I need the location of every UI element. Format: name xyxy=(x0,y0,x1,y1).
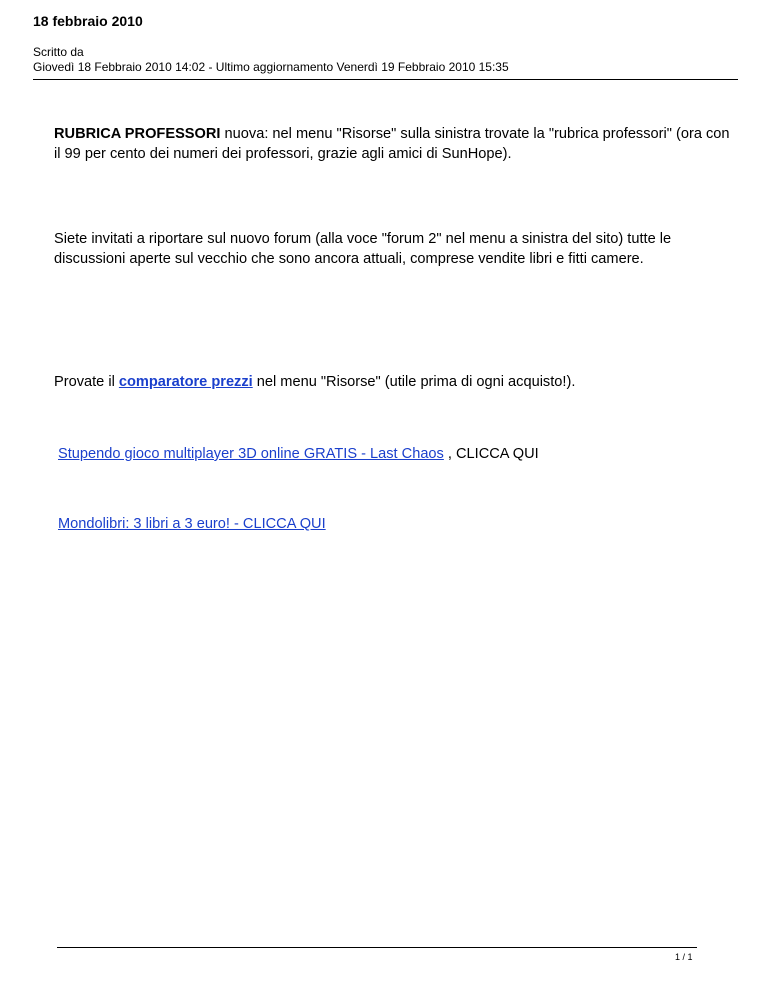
last-chaos-link[interactable]: Stupendo gioco multiplayer 3D online GRATIS - Last Chaos xyxy=(58,446,444,462)
paragraph-forum: Siete invitati a riportare sul nuovo forum (alla voce "forum 2" nel menu a sinistra del sito) tutte le discussioni aperte sul vecchio che sono ancora attuali, comprese vendite libri e fitti camere. xyxy=(54,231,672,267)
paragraph-rubrica xyxy=(54,124,734,164)
comparatore-outro: nel menu "Risorse" (utile prima di ogni acquisto!). xyxy=(256,374,576,390)
comparatore-intro: Provate il xyxy=(54,374,119,390)
header-divider xyxy=(33,79,738,80)
author-line: Scritto da xyxy=(33,45,84,59)
last-chaos-suffix: , CLICCA QUI xyxy=(443,446,539,462)
dates-line: Giovedì 18 Febbraio 2010 14:02 - Ultimo aggiornamento Venerdì 19 Febbraio 2010 15:35 xyxy=(33,60,509,74)
comparatore-prezzi-link[interactable]: comparatore prezzi xyxy=(118,374,253,390)
page-number: 1 / 1 xyxy=(675,952,693,962)
rubrica-heading: RUBRICA PROFESSORI xyxy=(54,126,221,142)
mondolibri-link[interactable]: Mondolibri: 3 libri a 3 euro! - CLICCA QUI xyxy=(58,516,326,532)
footer-divider xyxy=(57,947,697,948)
paragraph-mondolibri xyxy=(58,514,738,534)
page-title: 18 febbraio 2010 xyxy=(33,13,143,29)
paragraph-comparatore xyxy=(54,372,734,392)
rubrica-text: nuova: nel menu "Risorse" sulla sinistra trovate la "rubrica professori" (ora con il 99 per cento dei numeri dei professori, grazie agli amici di SunHope). xyxy=(54,126,730,162)
paragraph-last-chaos xyxy=(58,444,738,464)
